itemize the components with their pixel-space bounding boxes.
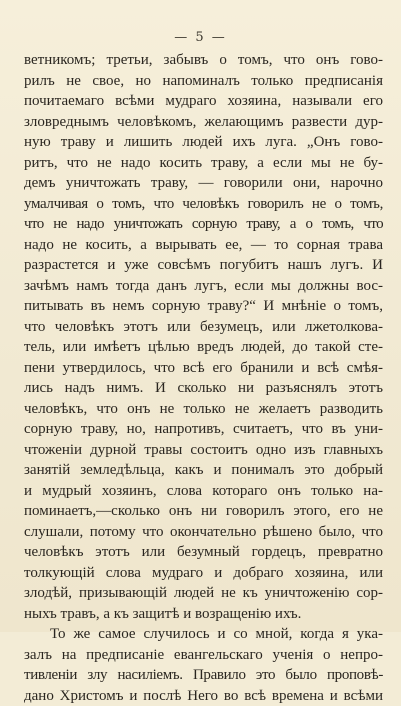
page-number: — 5 — <box>0 30 401 45</box>
text-line: ритъ, что не надо косить траву, а если мы не бу- <box>24 153 383 174</box>
text-line: злодѣй, призывающій людей не къ уничтоженію сор- <box>24 583 383 604</box>
text-line: надо не косить, а вырывать ее, — то сорная трава <box>24 235 383 256</box>
text-line: разрастется и уже совсѣмъ погубитъ нашъ лугъ. И <box>24 255 383 276</box>
text-line: ныхъ травъ, а къ защитѣ и возращенію ихъ. <box>24 604 383 625</box>
text-line: что не надо уничтожать сорную траву, а о томъ, что <box>24 214 383 235</box>
text-line: лись надъ нимъ. И сколько ни разъяснялъ этотъ <box>24 378 383 399</box>
text-line: зачѣмъ намъ тогда данъ лугъ, если мы должны вос- <box>24 276 383 297</box>
text-line: что человѣкъ этотъ или безумецъ, или лжетолкова- <box>24 317 383 338</box>
text-line: пени утвердилось, что всѣ его бранили и всѣ смѣя- <box>24 358 383 379</box>
text-line: ную траву и лишить людей ихъ луга. „Онъ гово- <box>24 132 383 153</box>
body-text <box>24 50 383 706</box>
text-line: чтоженіи дурной травы состоитъ одно изъ главныхъ <box>24 440 383 461</box>
text-line: демъ уничтожать траву, — говорили они, нарочно <box>24 173 383 194</box>
text-line: залъ на предписаніе евангельскаго ученія о непро- <box>24 645 383 666</box>
text-line: занятій земледѣльца, какъ и понималъ это добрый <box>24 460 383 481</box>
text-line: умалчивая о томъ, что человѣкъ говорилъ не о томъ, <box>24 194 383 215</box>
text-line: человѣкъ этотъ или безумный гордецъ, превратно <box>24 542 383 563</box>
text-line: ветникомъ; третьи, забывъ о томъ, что онъ гово- <box>24 50 383 71</box>
text-line: То же самое случилось и со мной, когда я ука- <box>24 624 383 645</box>
text-line: дано Христомъ и послѣ Него во всѣ времена и всѣми <box>24 686 383 706</box>
text-line: сорную траву, но, напротивъ, считаетъ, что въ уни- <box>24 419 383 440</box>
text-line: зловреднымъ человѣкомъ, желающимъ развести дур- <box>24 112 383 133</box>
text-line: рилъ не свое, но напоминалъ только предписанія <box>24 71 383 92</box>
text-line: тель, или имѣетъ цѣлью вредъ людей, до такой сте- <box>24 337 383 358</box>
text-line: почитаемаго всѣми мудраго хозяина, называли его <box>24 91 383 112</box>
text-line: человѣкъ, что онъ не только не желаетъ разводить <box>24 399 383 420</box>
text-line: слушали, потому что окончательно рѣшено было, что <box>24 522 383 543</box>
text-line: питывать въ немъ сорную траву?“ И мнѣніе о томъ, <box>24 296 383 317</box>
text-line: и мудрый хозяинъ, слова котораго онъ только на- <box>24 481 383 502</box>
text-line: толкующій слова мудраго и добраго хозяина, или <box>24 563 383 584</box>
text-line: поминаетъ,—сколько онъ ни говорилъ этого, его не <box>24 501 383 522</box>
text-line: тивленіи злу насиліемъ. Правило это было проповѣ- <box>24 665 383 686</box>
